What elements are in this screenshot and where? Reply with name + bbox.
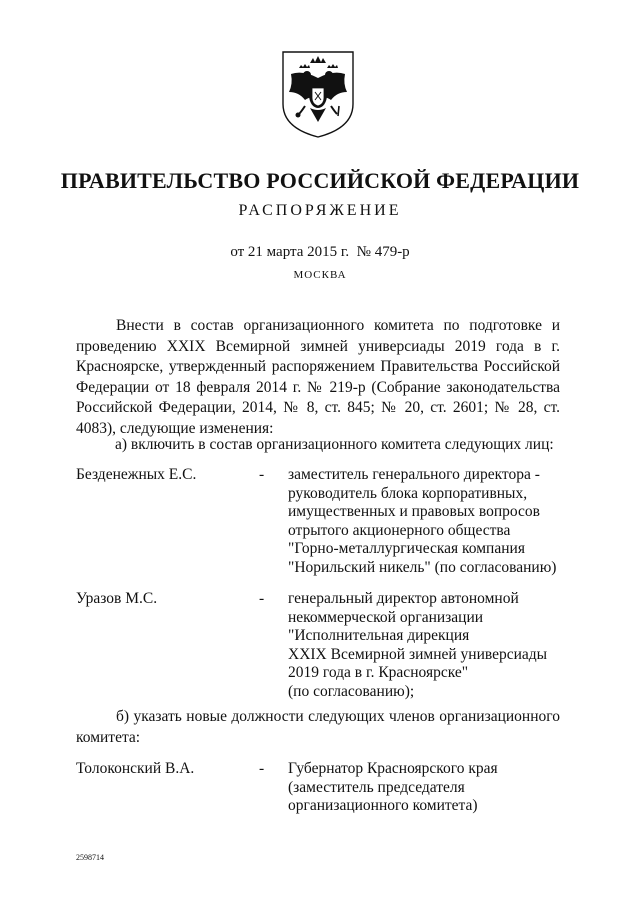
member-position — [288, 466, 563, 578]
position-line: Губернатор Красноярского края — [288, 760, 498, 777]
member-name: Безденежных Е.С. — [76, 466, 197, 483]
member-dash: - — [259, 466, 265, 483]
position-line: XXIX Всемирной зимней универсиады — [288, 645, 548, 663]
position-line: "Исполнительная дирекция — [288, 627, 470, 645]
position-line: заместитель генерального директора - — [288, 466, 540, 483]
position-line: 2019 года в г. Красноярске" — [288, 664, 469, 682]
member-dash: - — [259, 590, 265, 607]
position-line: отрытого акционерного общества — [288, 521, 511, 539]
city: МОСКВА — [293, 269, 347, 281]
government-title: ПРАВИТЕЛЬСТВО РОССИЙСКОЙ ФЕДЕРАЦИИ — [60, 168, 580, 193]
item-a: а) включить в состав организационного комитета следующих лиц: — [115, 436, 554, 453]
position-line: некоммерческой организации — [288, 608, 484, 626]
position-line: генеральный директор автономной — [288, 590, 519, 607]
document-type: РАСПОРЯЖЕНИЕ — [238, 202, 402, 219]
document-code: 2598714 — [76, 853, 104, 862]
position-line: "Горно-металлургическая компания — [288, 540, 525, 558]
member-name: Уразов М.С. — [76, 590, 158, 607]
position-line: "Норильский никель" (по согласованию) — [288, 558, 557, 576]
member-position — [288, 590, 563, 702]
intro-paragraph: Внести в состав организационного комитета по подготовке и проведению XXIX Всемирной зимней универсиады 2019 года в г. Красноярске, утвержденный распоряжением Правительства Российской Федерации от 18 февраля 2014 г. № 219-р (Собрание законодательства Российской Федерации, 2014, № 8, ст. 845; № 20, ст. 2601; № 28, ст. 4083), следующие изменения: — [76, 317, 560, 437]
item-b-paragraph: б) указать новые должности следующих членов организационного комитета: — [76, 708, 560, 746]
position-line: организационного комитета) — [288, 797, 478, 815]
coat-of-arms-icon — [277, 48, 359, 140]
position-line: руководитель блока корпоративных, — [288, 484, 528, 502]
member-name: Толоконский В.А. — [76, 760, 195, 777]
member-position — [288, 760, 563, 816]
dateline-text: от 21 марта 2015 г. № 479-р — [230, 244, 410, 260]
member-dash: - — [259, 760, 265, 777]
document-date-number — [0, 244, 640, 261]
position-line: (по согласованию); — [288, 682, 415, 700]
position-line: (заместитель председателя — [288, 778, 465, 796]
position-line: имущественных и правовых вопросов — [288, 503, 540, 521]
